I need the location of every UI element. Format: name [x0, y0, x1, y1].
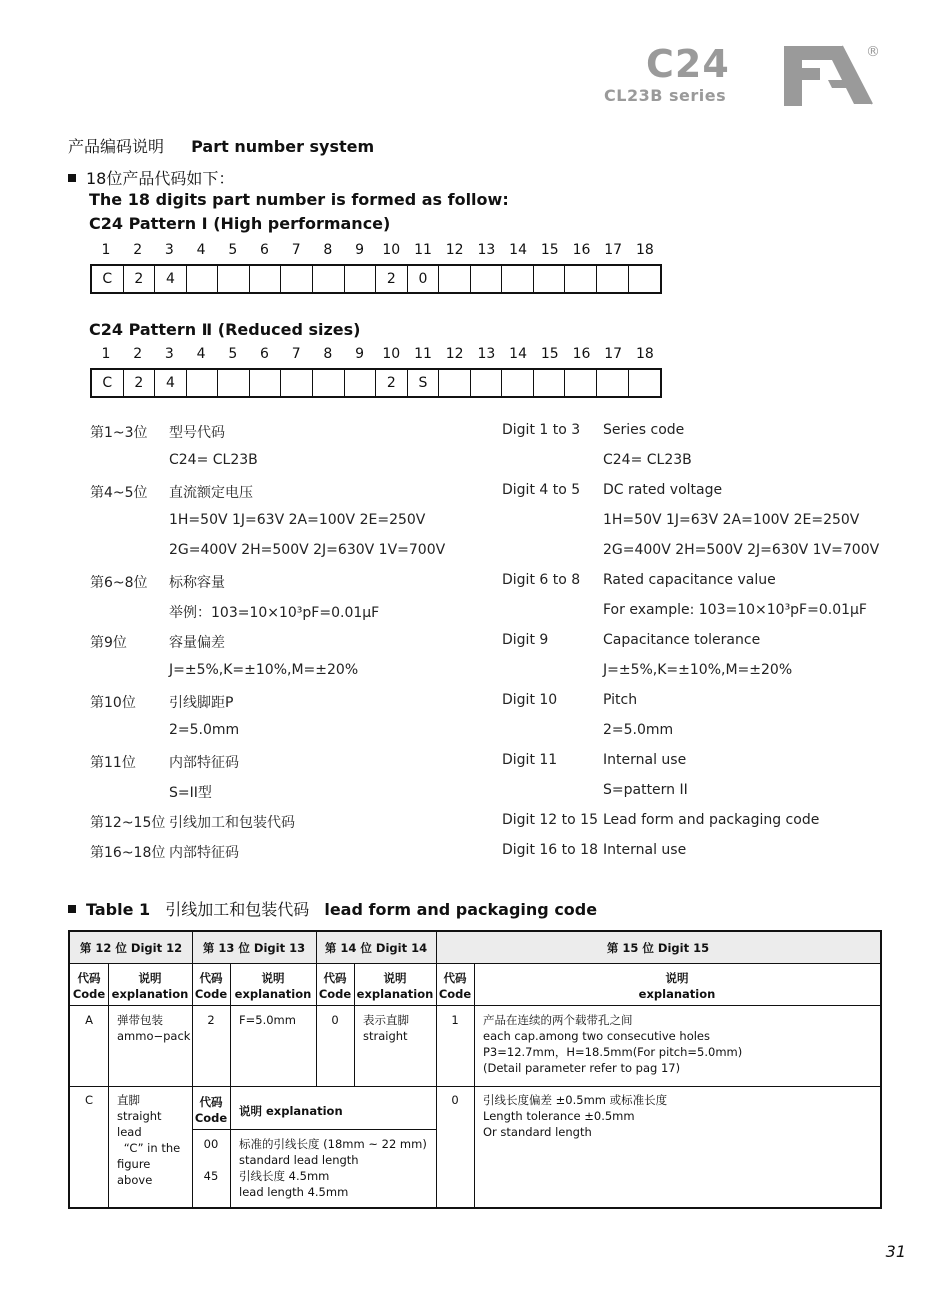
spec-digit-en: Digit 1 to 3: [502, 422, 581, 438]
digit-cell: [250, 370, 282, 396]
digit-cell: [502, 370, 534, 396]
digit-cell: [565, 370, 597, 396]
digit-cell: [187, 266, 219, 292]
spec-digit-cn: 第11位: [90, 755, 136, 771]
d13-expl: F=5.0mm: [239, 1013, 296, 1027]
digit-cell: [250, 266, 282, 292]
digit-cell: S: [408, 370, 440, 396]
digit-cell: C: [92, 266, 124, 292]
code-header: 代码 Code: [72, 971, 106, 1001]
section-title-en: Part number system: [191, 137, 375, 156]
header-digit15: 第 15 位 Digit 15: [606, 941, 710, 955]
spec-digit-en: Digit 16 to 18: [502, 842, 598, 858]
spec-digit-cn: 第4~5位: [90, 485, 148, 501]
digit-cell: [313, 370, 345, 396]
spec-desc-en: C24= CL23B: [603, 452, 692, 468]
spec-desc-cn: 内部特征码: [169, 755, 239, 771]
code-header: 代码 Code: [194, 971, 228, 1001]
spec-digit-cn: 第10位: [90, 695, 136, 711]
explanation-header: 说明 explanation: [111, 971, 189, 1001]
explanation-header: 说明 explanation: [234, 971, 312, 1001]
digit-cell: [534, 370, 566, 396]
spec-desc-cn: 容量偏差: [169, 635, 225, 651]
digit-cell: [629, 266, 661, 292]
pattern1-title: C24 Pattern Ⅰ (High performance): [89, 214, 391, 233]
header-digit13: 第 13 位 Digit 13: [202, 941, 306, 955]
digit-cell: [218, 370, 250, 396]
sub-codes: 00 45: [203, 1137, 219, 1183]
spec-digit-en: Digit 12 to 15: [502, 812, 598, 828]
lead-form-table: [68, 930, 882, 1209]
d12-code-c: C: [84, 1093, 94, 1107]
spec-desc-en: 2=5.0mm: [603, 722, 674, 738]
digit-cell: [597, 266, 629, 292]
spec-desc-cn: C24= CL23B: [169, 452, 258, 468]
digit-cell: [281, 266, 313, 292]
spec-digit-cn: 第9位: [90, 635, 127, 651]
spec-desc-en: S=pattern ⅠⅠ: [603, 782, 688, 798]
series-code: C24: [646, 42, 730, 86]
spec-desc-en: J=±5%,K=±10%,M=±20%: [603, 662, 793, 678]
spec-digit-cn: 第16~18位: [90, 845, 166, 861]
spec-digit-cn: 第6~8位: [90, 575, 148, 591]
digit-cell: 2: [376, 266, 408, 292]
spec-desc-cn: 1H=50V 1J=63V 2A=100V 2E=250V: [169, 512, 426, 528]
spec-desc-en: DC rated voltage: [603, 482, 723, 498]
code-header: 代码 Code: [318, 971, 352, 1001]
spec-desc-cn: 引线脚距P: [169, 695, 234, 711]
spec-desc-en: Rated capacitance value: [603, 572, 776, 588]
intro-en: The 18 digits part number is formed as follow:: [89, 190, 509, 209]
pattern2-digit-numbers: 1 2 3 4 5 6 7 8 9 10 11 12 13 14 15 16 17 18: [101, 346, 654, 362]
digit-cell: 2: [124, 370, 156, 396]
spec-desc-en: Internal use: [603, 752, 687, 768]
digit-cell: 2: [376, 370, 408, 396]
spec-desc-cn: J=±5%,K=±10%,M=±20%: [169, 662, 359, 678]
d12-expl-a: 弹带包装 ammo−pack: [117, 1013, 191, 1043]
d12-code-a: A: [85, 1013, 93, 1027]
d12-expl-c: 直脚 straight lead “C” in the figure above: [117, 1093, 181, 1187]
digit-cell: 0: [408, 266, 440, 292]
digit-cell: [439, 266, 471, 292]
section-title: [68, 134, 374, 157]
pattern1-digit-numbers: 1 2 3 4 5 6 7 8 9 10 11 12 13 14 15 16 17 18: [101, 242, 654, 258]
spec-desc-cn: 2G=400V 2H=500V 2J=630V 1V=700V: [169, 542, 446, 558]
pattern1-digit-boxes: [90, 264, 662, 294]
digit-cell: [345, 266, 377, 292]
digit-cell: [439, 370, 471, 396]
spec-digit-en: Digit 11: [502, 752, 558, 768]
pattern2-digit-boxes: [90, 368, 662, 398]
d13-code: 2: [207, 1013, 215, 1027]
d15-expl-c: 引线长度偏差 ±0.5mm 或标准长度 Length tolerance ±0.5mm Or standard length: [483, 1093, 668, 1139]
spec-desc-en: 2G=400V 2H=500V 2J=630V 1V=700V: [603, 542, 880, 558]
digit-cell: [187, 370, 219, 396]
spec-desc-cn: 标称容量: [169, 575, 225, 591]
explanation-header: 说明 explanation: [356, 971, 434, 1001]
sub-code-header: 代码 Code: [194, 1095, 228, 1125]
bullet-icon: [68, 905, 76, 913]
intro-cn: 18位产品代码如下：: [68, 166, 234, 189]
spec-digit-en: Digit 6 to 8: [502, 572, 581, 588]
spec-digit-cn: 第12~15位: [90, 815, 166, 831]
spec-desc-en: For example: 103=10×10³pF=0.01μF: [603, 602, 867, 618]
spec-desc-en: 1H=50V 1J=63V 2A=100V 2E=250V: [603, 512, 860, 528]
d15-code-c: 0: [451, 1093, 459, 1107]
digit-cell: 4: [155, 370, 187, 396]
spec-desc-en: Lead form and packaging code: [603, 812, 820, 828]
header-digit12: 第 12 位 Digit 12: [79, 941, 183, 955]
digit-cell: [218, 266, 250, 292]
registered-mark: ®: [866, 44, 880, 60]
spec-desc-en: Capacitance tolerance: [603, 632, 761, 648]
spec-desc-cn: 内部特征码: [169, 845, 239, 861]
spec-digit-en: Digit 9: [502, 632, 549, 648]
spec-desc-cn: 举例：103=10×10³pF=0.01μF: [169, 605, 380, 621]
spec-digit-en: Digit 10: [502, 692, 558, 708]
digit-cell: [597, 370, 629, 396]
digit-cell: [534, 266, 566, 292]
spec-desc-cn: S=ⅠⅠ型: [169, 785, 212, 801]
spec-desc-cn: 引线加工和包装代码: [169, 815, 295, 831]
spec-desc-en: Internal use: [603, 842, 687, 858]
spec-desc-cn: 2=5.0mm: [169, 722, 240, 738]
bullet-icon: [68, 174, 76, 182]
sub-expl-header: 说明 explanation: [239, 1104, 343, 1118]
sub-expl: 标准的引线长度 (18mm ~ 22 mm) standard lead length 引线长度 4.5mm lead length 4.5mm: [239, 1137, 427, 1199]
d15-code-a: 1: [451, 1013, 459, 1027]
spec-desc-cn: 直流额定电压: [169, 485, 253, 501]
spec-desc-en: Series code: [603, 422, 685, 438]
code-header: 代码 Code: [438, 971, 472, 1001]
digit-cell: [565, 266, 597, 292]
spec-desc-en: Pitch: [603, 692, 638, 708]
pattern2-title: C24 Pattern Ⅱ (Reduced sizes): [89, 320, 361, 339]
table1-title: Table 1 引线加工和包装代码 lead form and packaging code: [68, 897, 597, 920]
explanation-header: 说明 explanation: [638, 971, 716, 1001]
digit-cell: [345, 370, 377, 396]
digit-cell: [502, 266, 534, 292]
series-name: CL23B series: [604, 86, 727, 105]
digit-cell: [313, 266, 345, 292]
digit-cell: 2: [124, 266, 156, 292]
spec-digit-en: Digit 4 to 5: [502, 482, 581, 498]
digit-cell: [471, 266, 503, 292]
page-number: 31: [885, 1242, 906, 1261]
d15-expl-a: 产品在连续的两个载带孔之间 each cap.among two consecutive holes P3=12.7mm，H=18.5mm(For pitch=5.0mm) (Detail parameter refer to pag 17): [483, 1013, 743, 1075]
spec-desc-cn: 型号代码: [169, 425, 225, 441]
digit-cell: [629, 370, 661, 396]
section-title-cn: 产品编码说明: [68, 137, 165, 156]
d14-expl: 表示直脚 straight: [363, 1013, 409, 1043]
digit-cell: C: [92, 370, 124, 396]
digit-cell: 4: [155, 266, 187, 292]
d14-code: 0: [331, 1013, 339, 1027]
digit-cell: [471, 370, 503, 396]
spec-digit-cn: 第1~3位: [90, 425, 148, 441]
header-digit14: 第 14 位 Digit 14: [324, 941, 428, 955]
digit-cell: [281, 370, 313, 396]
